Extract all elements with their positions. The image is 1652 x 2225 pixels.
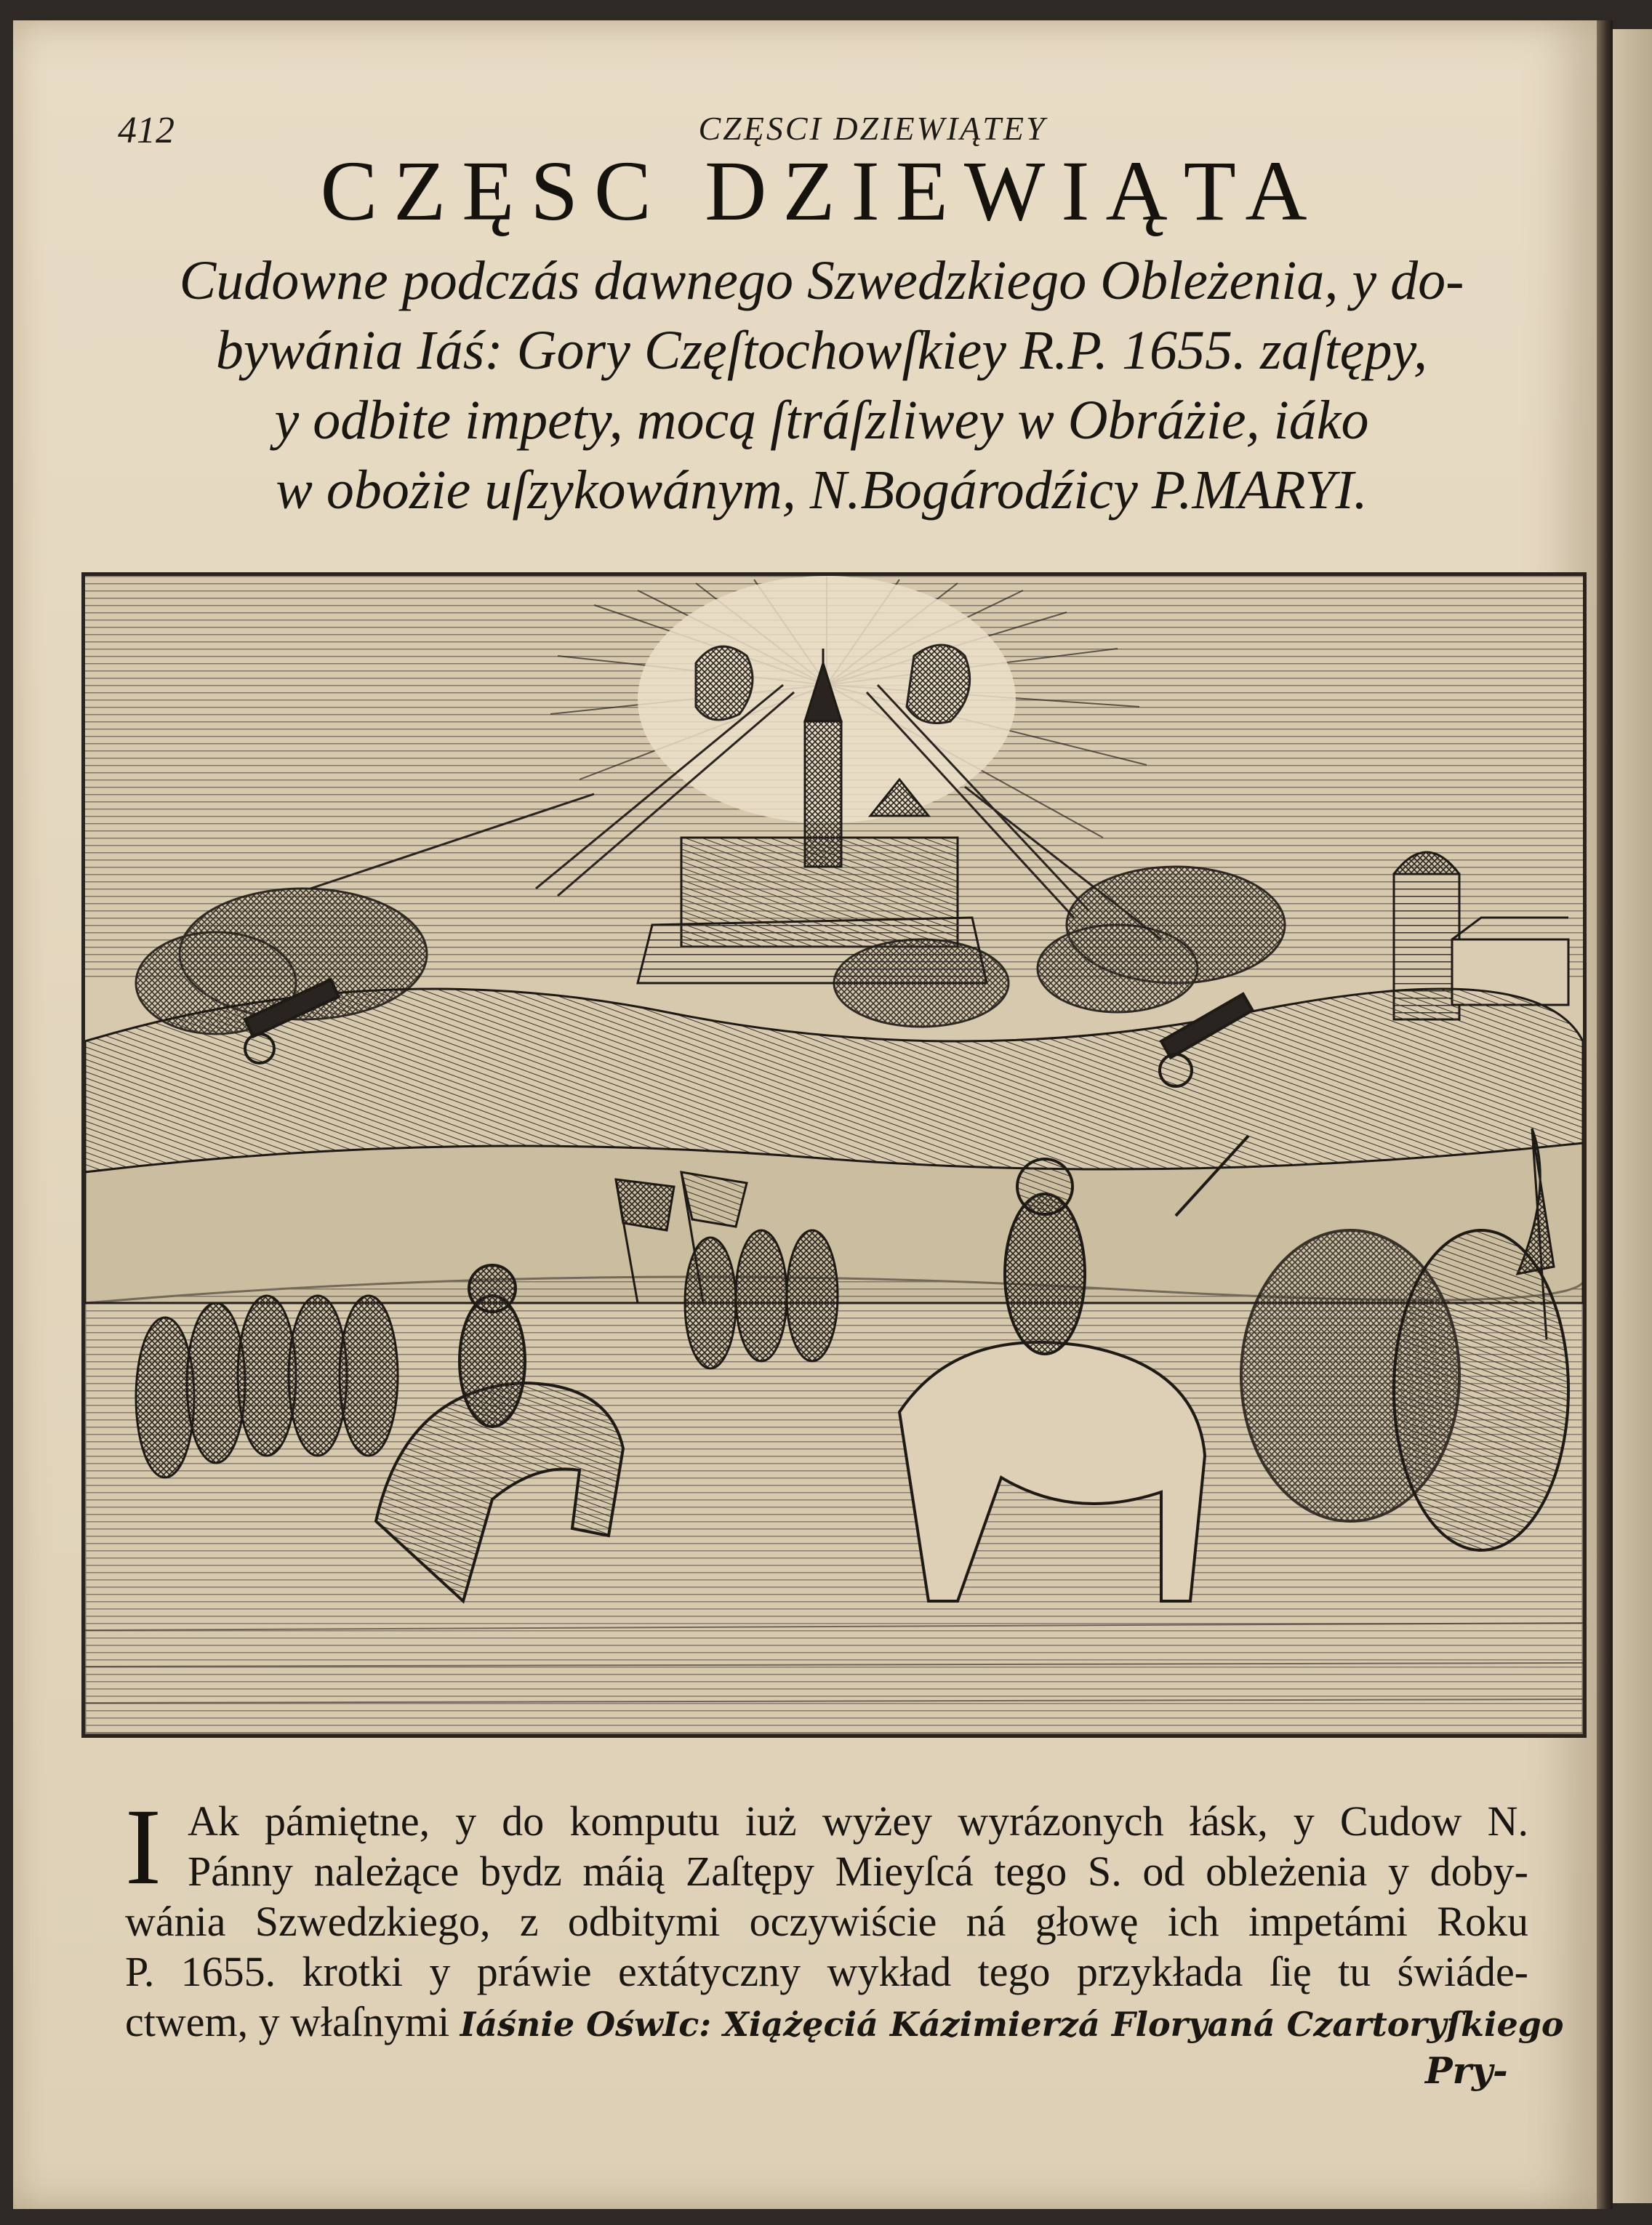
blackletter-name: Iáśnie OśwIc: Xiążęciá Kázimierzá Floryaná Czartoryſkiego [460, 2005, 1564, 2044]
body-line-text: ctwem, y właſnymi [125, 1998, 450, 2045]
running-head: CZĘSCI DZIEWIĄTEY [698, 110, 1047, 147]
subtitle-line: y odbite impety, mocą ſtráſzliwey w Obráżie, iáko [274, 390, 1369, 451]
chapter-subtitle [116, 246, 1527, 525]
book-gutter [1597, 20, 1613, 2209]
subtitle-line: Cudowne podczás dawnego Szwedzkiego Obleżenia, y do- [179, 250, 1464, 311]
body-line: P. 1655. krotki y práwie extátyczny wykład tego przykłada ſię tu świáde- [125, 1948, 1528, 1995]
body-line: wánia Szwedzkiego, z odbitymi oczywiście ná głowę ich impetámi Roku [125, 1898, 1528, 1945]
subtitle-line: bywánia Iáś: Gory Częſtochowſkiey R.P. 1655. zaſtępy, [215, 320, 1428, 381]
chapter-title: CZĘSC DZIEWIĄTA [320, 143, 1323, 238]
catchword: Pry- [1425, 2049, 1508, 2092]
drop-capital: I [125, 1787, 161, 1907]
body-line: Ak pámiętne, y do komputu iuż wyżey wyrázonych łásk, y Cudow N. [188, 1797, 1528, 1845]
page-number: 412 [118, 110, 175, 151]
body-line: Pánny należące bydz máią Zaſtępy Mieyſcá tego S. od obleżenia y doby- [188, 1848, 1528, 1895]
subtitle-line: w obożie uſzykowánym, N.Bogárodźicy P.MARYI. [276, 460, 1368, 521]
body-line-last [125, 1997, 1564, 2050]
engraving-illustration [85, 576, 1583, 1734]
facing-page-edge [1613, 29, 1652, 2203]
body-text [125, 1787, 1564, 2050]
engraving-siege-of-jasna-gora [81, 572, 1587, 1738]
